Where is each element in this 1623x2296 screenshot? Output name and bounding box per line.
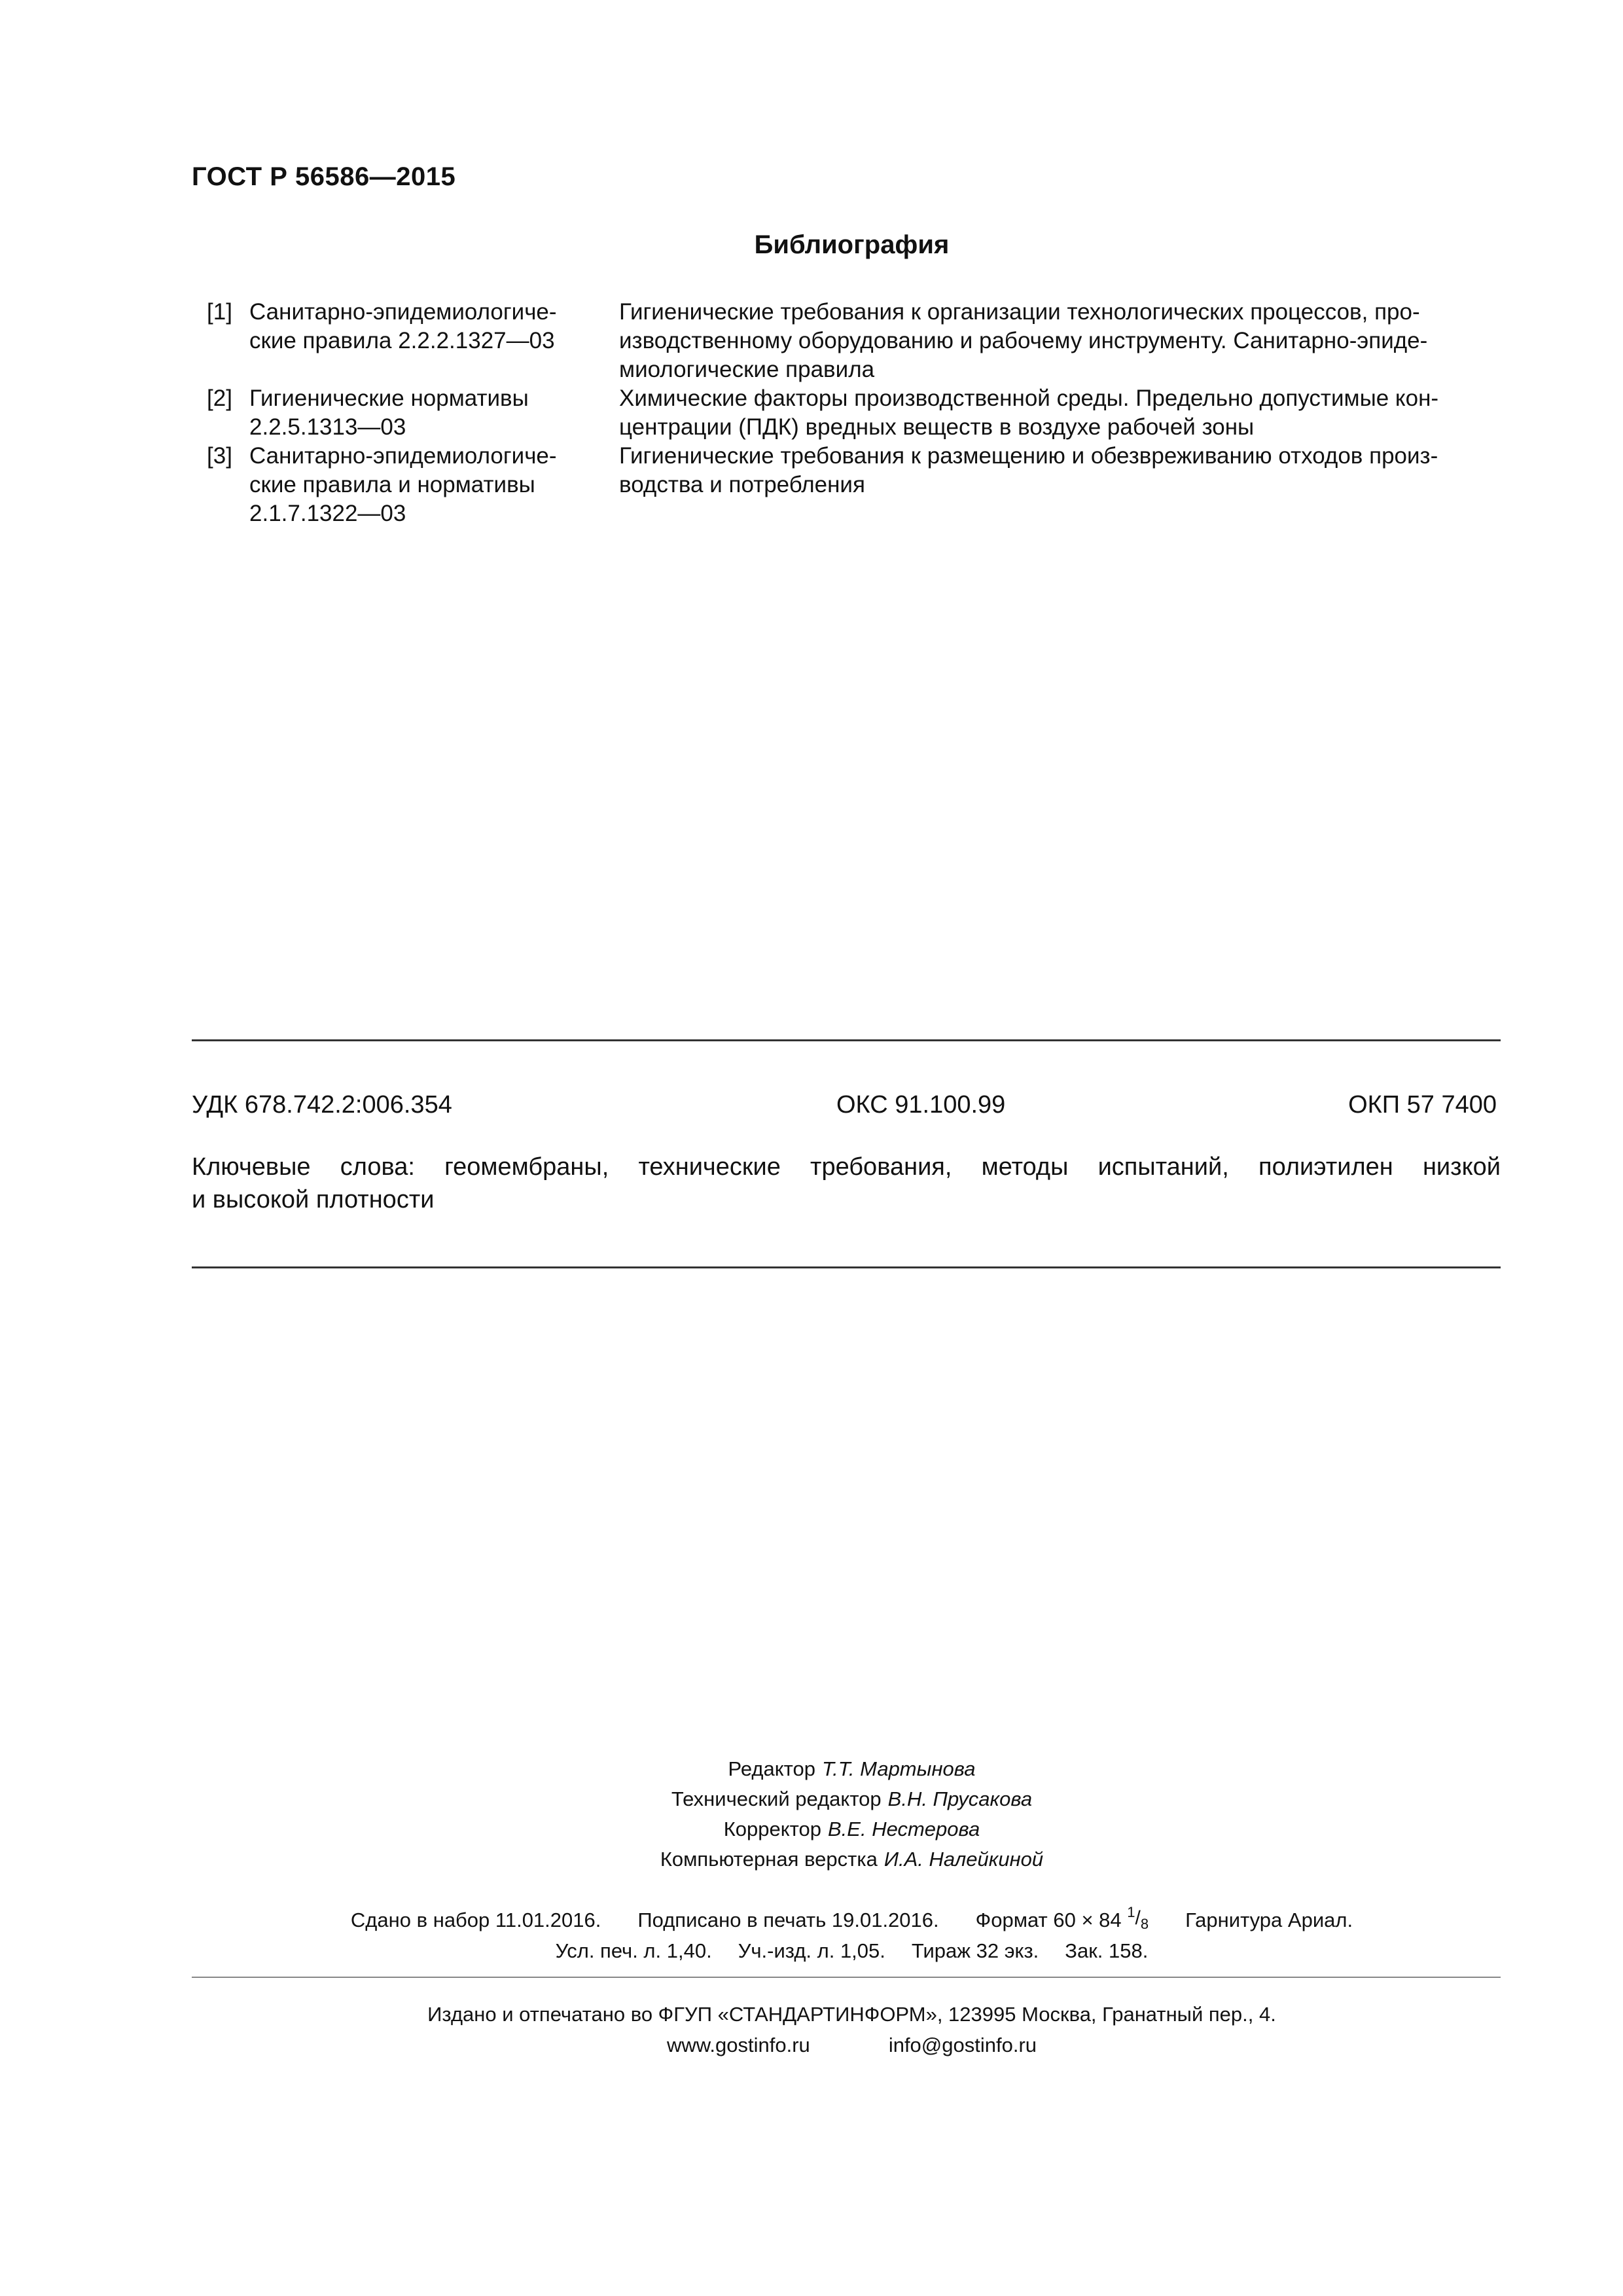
credit-layout xyxy=(0,1844,1623,1874)
credit-name: В.Н. Прусакова xyxy=(887,1787,1033,1810)
entry-description: Химические факторы производственной среды. Предельно допустимые кон- центрации (ПДК) вредных веществ в воздухе рабочей зоны xyxy=(619,386,1439,440)
keywords xyxy=(192,1151,1501,1216)
credit-name: Т.Т. Мартынова xyxy=(821,1757,976,1780)
entry-number: [2] xyxy=(207,386,232,411)
bibliography-title: Библиография xyxy=(754,230,950,259)
classification-row xyxy=(192,1091,1501,1124)
imprint-typeface: Гарнитура Ариал. xyxy=(1185,1909,1353,1931)
credit-label: Компьютерная верстка xyxy=(660,1848,878,1871)
page-header-standard-id: ГОСТ Р 56586—2015 xyxy=(192,162,456,191)
imprint-run: Тираж 32 экз. xyxy=(911,1939,1039,1962)
keywords-line-1: Ключевые слова: геомембраны, технические требования, методы испытаний, полиэтилен низкой xyxy=(192,1153,1501,1181)
bibliography-entry xyxy=(207,442,1516,528)
entry-source: Санитарно-эпидемиологиче- ские правила 2.2.2.1327—03 xyxy=(249,299,557,353)
credit-label: Технический редактор xyxy=(671,1787,882,1810)
imprint-print-sheets: Усл. печ. л. 1,40. xyxy=(555,1939,712,1962)
fraction-denominator: 8 xyxy=(1140,1916,1149,1932)
bibliography-entry xyxy=(207,384,1516,442)
imprint-line-2 xyxy=(0,1936,1623,1966)
imprint-format: Формат 60 × 84 xyxy=(975,1909,1122,1931)
credits-block xyxy=(0,1754,1623,1874)
udk-code: УДК 678.742.2:006.354 xyxy=(192,1091,452,1119)
credit-name: И.А. Налейкиной xyxy=(883,1848,1044,1871)
imprint-submitted: Сдано в набор 11.01.2016. xyxy=(350,1909,601,1931)
entry-source: Гигиенические нормативы 2.2.5.1313—03 xyxy=(249,386,529,440)
credit-corrector xyxy=(0,1814,1623,1844)
okp-code: ОКП 57 7400 xyxy=(1348,1091,1497,1119)
entry-number: [3] xyxy=(207,443,232,469)
publisher-website-link[interactable]: www.gostinfo.ru xyxy=(666,2034,810,2056)
credit-label: Корректор xyxy=(723,1818,821,1840)
divider-publisher xyxy=(192,1977,1501,1978)
publisher-line: Издано и отпечатано во ФГУП «СТАНДАРТИНФОРМ», 123995 Москва, Гранатный пер., 4. xyxy=(427,2003,1276,2026)
oks-code: ОКС 91.100.99 xyxy=(836,1091,1006,1119)
publisher-email-link[interactable]: info@gostinfo.ru xyxy=(888,2034,1037,2056)
credit-tech-editor xyxy=(0,1784,1623,1814)
credit-label: Редактор xyxy=(728,1757,815,1780)
entry-number: [1] xyxy=(207,299,232,325)
divider-top xyxy=(192,1039,1501,1041)
imprint-pub-sheets: Уч.-изд. л. 1,05. xyxy=(738,1939,885,1962)
credit-name: В.Е. Нестерова xyxy=(828,1818,980,1840)
keywords-line-2: и высокой плотности xyxy=(192,1186,435,1213)
credit-editor xyxy=(0,1754,1623,1784)
publisher-contacts xyxy=(0,2030,1623,2060)
entry-description: Гигиенические требования к организации технологических процессов, про- изводственному оборудованию и рабочему инструменту. Санитарно-эпиде- миологические правила xyxy=(619,299,1428,382)
fraction-numerator: 1 xyxy=(1127,1904,1135,1920)
entry-source: Санитарно-эпидемиологиче- ские правила и нормативы 2.1.7.1322—03 xyxy=(249,443,557,526)
bibliography-list xyxy=(207,298,1516,528)
entry-description: Гигиенические требования к размещению и обезвреживанию отходов произ- водства и потребления xyxy=(619,443,1438,497)
divider-bottom xyxy=(192,1266,1501,1268)
imprint-order: Зак. 158. xyxy=(1065,1939,1149,1962)
imprint-signed: Подписано в печать 19.01.2016. xyxy=(637,1909,939,1931)
bibliography-entry xyxy=(207,298,1516,384)
format-fraction: $^1/_8$ xyxy=(1127,1904,1149,1932)
